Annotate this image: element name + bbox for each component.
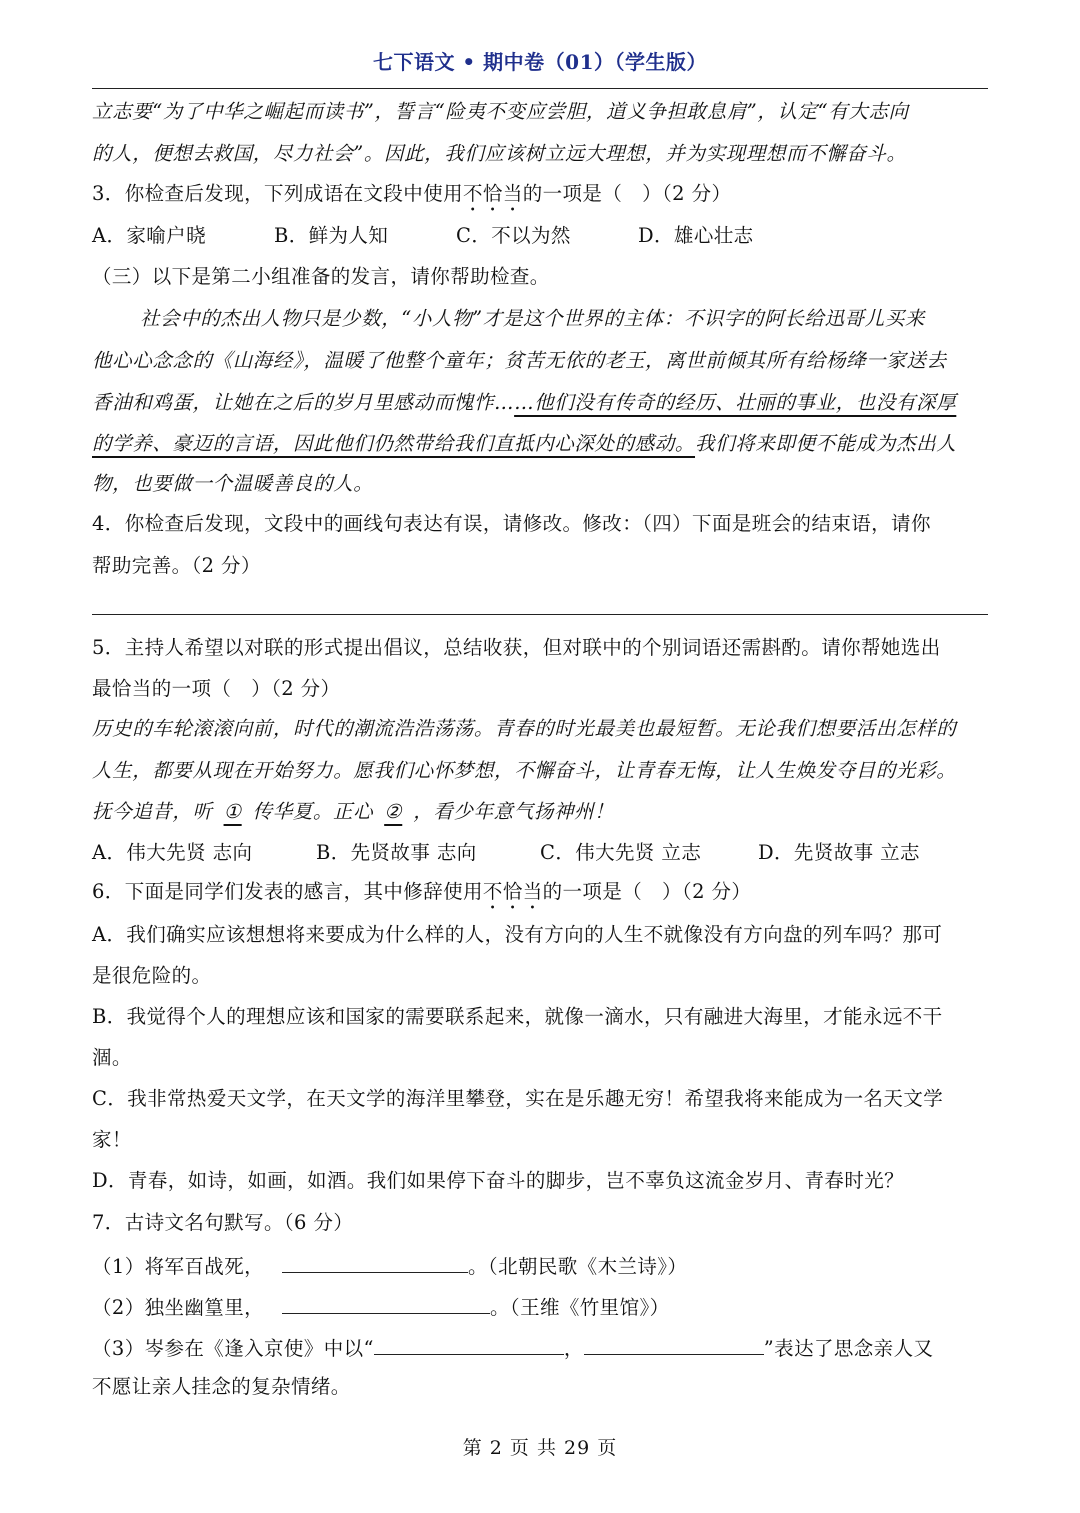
question-6-post: 的一项是（ ）（2 分） xyxy=(542,880,752,903)
q7-item-3-comma: ， xyxy=(563,1337,584,1360)
question-7-title: 7．古诗文名句默写。（6 分） xyxy=(92,1211,354,1234)
question-3-emphasis: 不恰当 xyxy=(463,182,523,205)
q7-blank-1[interactable] xyxy=(282,1254,468,1273)
question-5-text1: 历史的车轮滚滚向前，时代的潮流浩浩荡荡。青春的时光最美也最短暂。无论我们想要活出怎样的 xyxy=(92,717,957,740)
q7-blank-3a[interactable] xyxy=(374,1336,564,1355)
question-3-post: 的一项是（ ）（2 分） xyxy=(522,182,732,205)
q5-option-c: C．伟大先贤 立志 xyxy=(540,841,702,864)
question-3-options xyxy=(92,226,988,246)
q5-option-b: B．先贤故事 志向 xyxy=(316,841,477,864)
underlined-sentence-part2: 的学养、豪迈的言语，因此他们仍然带给我们直抵内心深处的感动。 xyxy=(92,432,696,455)
question-3 xyxy=(92,182,988,216)
question-6 xyxy=(92,880,988,914)
passage1-line2: 的人，便想去救国，尽力社会”。因此，我们应该树立远大理想，并为实现理想而不懈奋斗。 xyxy=(92,142,907,165)
question-6-pre: 6．下面是同学们发表的感言，其中修辞使用 xyxy=(92,880,483,903)
q7-item-2 xyxy=(92,1295,988,1318)
q6-option-a-line1: A．我们确实应该想想将来要成为什么样的人，没有方向的人生不就像没有方向盘的列车吗？那可 xyxy=(92,923,943,946)
q5-option-d: D．先贤故事 立志 xyxy=(758,841,920,864)
passage2-line3 xyxy=(92,393,988,413)
question-6-emphasis: 不恰当 xyxy=(482,880,543,903)
passage2-line5: 物，也要做一个温暖善良的人。 xyxy=(92,472,374,495)
q6-option-a-line2: 是很危险的。 xyxy=(92,964,212,987)
q7-blank-2[interactable] xyxy=(282,1295,490,1314)
q5-text3-c: ，看少年意气扬神州！ xyxy=(413,800,615,823)
passage2-line3-plain: 香油和鸡蛋，让她在之后的岁月里感动而愧怍… xyxy=(92,391,515,414)
q3-option-c: C．不以为然 xyxy=(456,224,571,247)
q6-option-b-line2: 涸。 xyxy=(92,1046,132,1069)
q6-option-b-line1: B．我觉得个人的理想应该和国家的需要联系起来，就像一滴水，只有融进大海里，才能永远不干 xyxy=(92,1005,943,1028)
page-header-title: 七下语文 • 期中卷（01）（学生版） xyxy=(372,50,708,74)
q7-item-3-line2: 不愿让亲人挂念的复杂情绪。 xyxy=(92,1375,351,1398)
q6-option-c-line1: C．我非常热爱天文学，在天文学的海洋里攀登，实在是乐趣无穷！希望我将来能成为一名天文学 xyxy=(92,1087,944,1110)
answer-line xyxy=(92,614,988,615)
underlined-sentence-part1: …他们没有传奇的经历、壮丽的事业，也没有深厚 xyxy=(514,391,957,414)
q7-item-3 xyxy=(92,1336,988,1359)
q7-item-3-tail: ”表达了思念亲人又 xyxy=(763,1337,934,1360)
question-5-options xyxy=(92,843,988,863)
question-5-text2: 人生，都要从现在开始努力。愿我们心怀梦想，不懈奋斗，让青春无悔，让人生焕发夺目的光彩。 xyxy=(92,759,957,782)
passage2-line4-plain: 我们将来即便不能成为杰出人 xyxy=(695,432,957,455)
question-5-text3 xyxy=(92,802,988,822)
question-4-line1: 4．你检查后发现，文段中的画线句表达有误，请修改。修改：（四）下面是班会的结束语，请你 xyxy=(92,512,931,535)
q5-blank-2: ② xyxy=(384,800,403,823)
section-3-title: （三）以下是第二小组准备的发言，请你帮助检查。 xyxy=(92,265,550,288)
header-rule xyxy=(92,88,988,89)
q6-option-d-line1: D．青春，如诗，如画，如酒。我们如果停下奋斗的脚步，岂不辜负这流金岁月、青春时光？ xyxy=(92,1169,905,1192)
q5-blank-1: ① xyxy=(223,800,242,823)
q5-text3-a: 抚今追昔，听 xyxy=(92,800,213,823)
passage2-line1: 社会中的杰出人物只是少数，“小人物”才是这个世界的主体：不识字的阿长给迅哥儿买来 xyxy=(140,307,925,330)
q3-option-b: B．鲜为人知 xyxy=(274,224,389,247)
question-4-line2: 帮助完善。（2 分） xyxy=(92,554,261,577)
passage2-line4 xyxy=(92,434,988,454)
q3-option-a: A．家喻户晓 xyxy=(92,224,206,247)
passage1-line1: 立志要“为了中华之崛起而读书”，誓言“险夷不变应尝胆，道义争担敢息肩”，认定“有大志向 xyxy=(92,100,909,123)
passage2-line2: 他心心念念的《山海经》，温暖了他整个童年；贫苦无依的老王，离世前倾其所有给杨绛一家送去 xyxy=(92,349,947,372)
q7-item-2-prompt: （2）独坐幽篁里， xyxy=(92,1296,265,1319)
q5-text3-b: 传华夏。正心 xyxy=(252,800,374,823)
q5-option-a: A．伟大先贤 志向 xyxy=(92,841,253,864)
q6-option-c-line2: 家！ xyxy=(92,1128,132,1151)
page-number: 第 2 页 共 29 页 xyxy=(462,1437,618,1459)
question-5-line2: 最恰当的一项（ ）（2 分） xyxy=(92,677,341,700)
q7-item-1 xyxy=(92,1254,988,1277)
q7-item-1-prompt: （1）将军百战死， xyxy=(92,1255,265,1278)
question-3-pre: 3．你检查后发现，下列成语在文段中使用 xyxy=(92,182,464,205)
q7-item-2-source: 。（王维《竹里馆》） xyxy=(490,1296,670,1319)
question-5-line1: 5．主持人希望以对联的形式提出倡议，总结收获，但对联中的个别词语还需斟酌。请你帮她选出 xyxy=(92,636,941,659)
q7-item-1-source: 。（北朝民歌《木兰诗》） xyxy=(468,1255,688,1278)
q7-blank-3b[interactable] xyxy=(584,1336,764,1355)
q7-item-3-prompt: （3）岑参在《逢入京使》中以“ xyxy=(92,1337,374,1360)
q3-option-d: D．雄心壮志 xyxy=(638,224,754,247)
